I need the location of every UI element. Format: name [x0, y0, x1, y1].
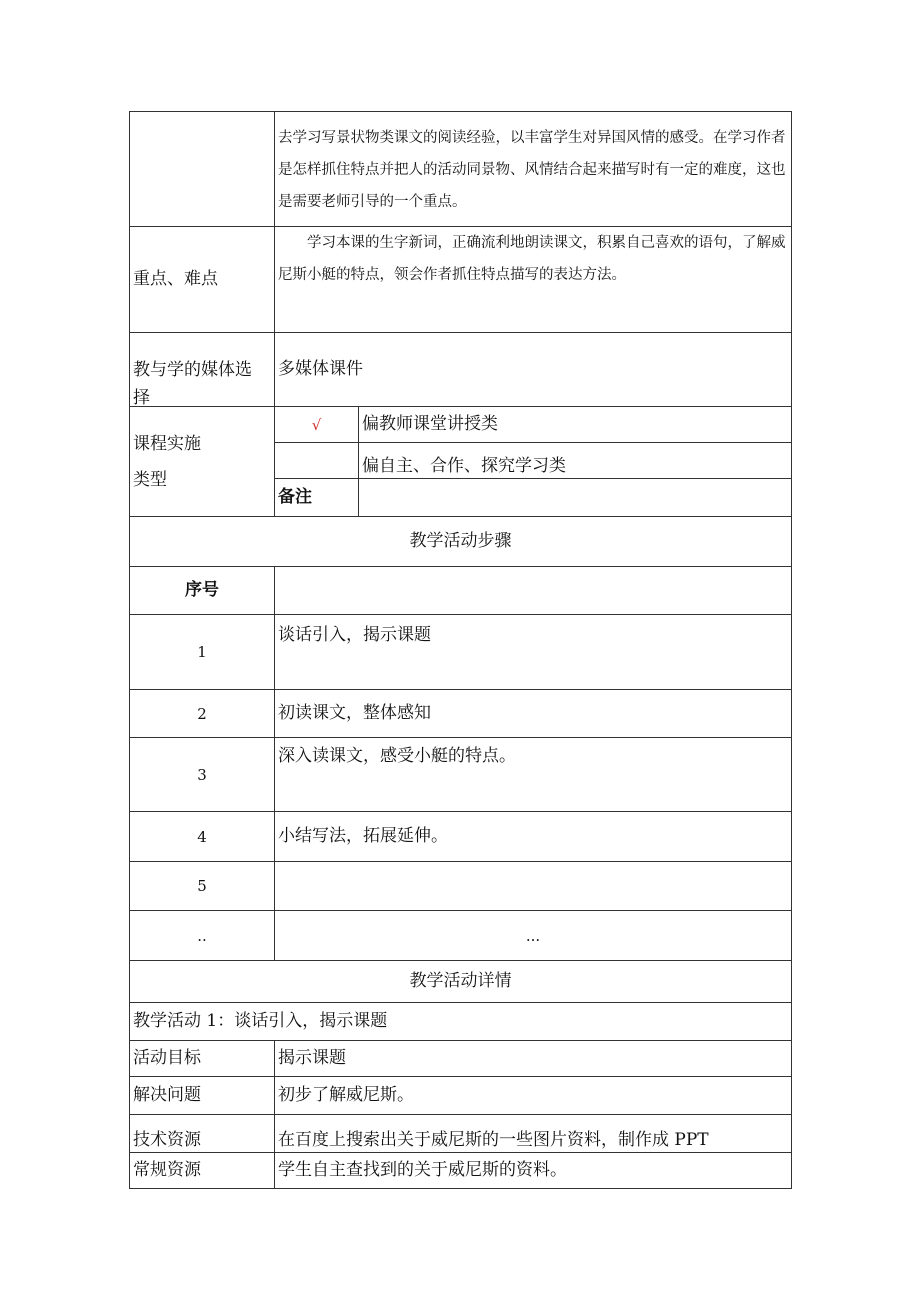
course-type-label-line1: 课程实施 — [133, 433, 201, 454]
details-heading-row — [130, 961, 792, 1003]
course-type-option-2: 偏自主、合作、探究学习类 — [359, 443, 792, 479]
detail-value: 在百度上搜索出关于威尼斯的一些图片资料，制作成 PPT — [275, 1115, 792, 1153]
step-number: .. — [130, 911, 275, 961]
intro-text: 去学习写景状物类课文的阅读经验，以丰富学生对异国风情的感受。在学习作者是怎样抓住特点并把人的活动同景物、风情结合起来描写时有一定的难度，这也是需要老师引导的一个重点。 — [275, 112, 792, 227]
detail-label: 常规资源 — [130, 1153, 275, 1189]
step-number: 1 — [130, 615, 275, 690]
step-text: 小结写法，拓展延伸。 — [275, 812, 792, 862]
step-number: 2 — [130, 690, 275, 738]
step-row — [130, 615, 792, 690]
detail-row — [130, 1041, 792, 1077]
step-row — [130, 862, 792, 911]
media-label — [130, 333, 275, 407]
details-heading: 教学活动详情 — [130, 961, 792, 1003]
note-value — [359, 479, 792, 517]
intro-label-cell — [130, 112, 275, 227]
media-label-line1: 教与学的媒体选 — [133, 360, 252, 380]
step-number: 5 — [130, 862, 275, 911]
detail-row — [130, 1115, 792, 1153]
media-value: 多媒体课件 — [275, 333, 792, 407]
note-label: 备注 — [275, 479, 359, 517]
step-row — [130, 911, 792, 961]
steps-header-row — [130, 567, 792, 615]
step-text — [275, 862, 792, 911]
step-row — [130, 812, 792, 862]
step-text: ... — [275, 911, 792, 961]
activity-title-row — [130, 1003, 792, 1041]
course-type-option-1: 偏教师课堂讲授类 — [359, 407, 792, 443]
course-type-label-line2: 类型 — [133, 469, 167, 490]
detail-label: 解决问题 — [130, 1077, 275, 1115]
intro-row — [130, 112, 792, 227]
activity-title: 教学活动 1：谈话引入，揭示课题 — [130, 1003, 792, 1041]
step-text: 深入读课文，感受小艇的特点。 — [275, 738, 792, 812]
lesson-plan-table — [129, 111, 792, 1189]
course-type-label — [130, 407, 275, 517]
media-label-line2: 择 — [133, 388, 150, 406]
step-number: 3 — [130, 738, 275, 812]
detail-value: 学生自主查找到的关于威尼斯的资料。 — [275, 1153, 792, 1189]
key-points-label: 重点、难点 — [130, 227, 275, 333]
step-row — [130, 690, 792, 738]
detail-value: 揭示课题 — [275, 1041, 792, 1077]
step-row — [130, 738, 792, 812]
steps-col-number: 序号 — [130, 567, 275, 615]
key-points-row — [130, 227, 792, 333]
check-mark: √ — [275, 407, 359, 443]
step-text: 初读课文，整体感知 — [275, 690, 792, 738]
detail-row — [130, 1153, 792, 1189]
check-mark-empty — [275, 443, 359, 479]
detail-value: 初步了解威尼斯。 — [275, 1077, 792, 1115]
lesson-plan-document — [129, 111, 791, 1187]
steps-heading: 教学活动步骤 — [130, 517, 792, 567]
step-number: 4 — [130, 812, 275, 862]
steps-heading-row — [130, 517, 792, 567]
detail-label: 技术资源 — [130, 1115, 275, 1153]
steps-col-content — [275, 567, 792, 615]
detail-row — [130, 1077, 792, 1115]
step-text: 谈话引入，揭示课题 — [275, 615, 792, 690]
key-points-text: 学习本课的生字新词，正确流利地朗读课文，积累自己喜欢的语句，了解威尼斯小艇的特点，领会作者抓住特点描写的表达方法。 — [275, 227, 792, 333]
course-type-row-1 — [130, 407, 792, 443]
media-row — [130, 333, 792, 407]
detail-label: 活动目标 — [130, 1041, 275, 1077]
